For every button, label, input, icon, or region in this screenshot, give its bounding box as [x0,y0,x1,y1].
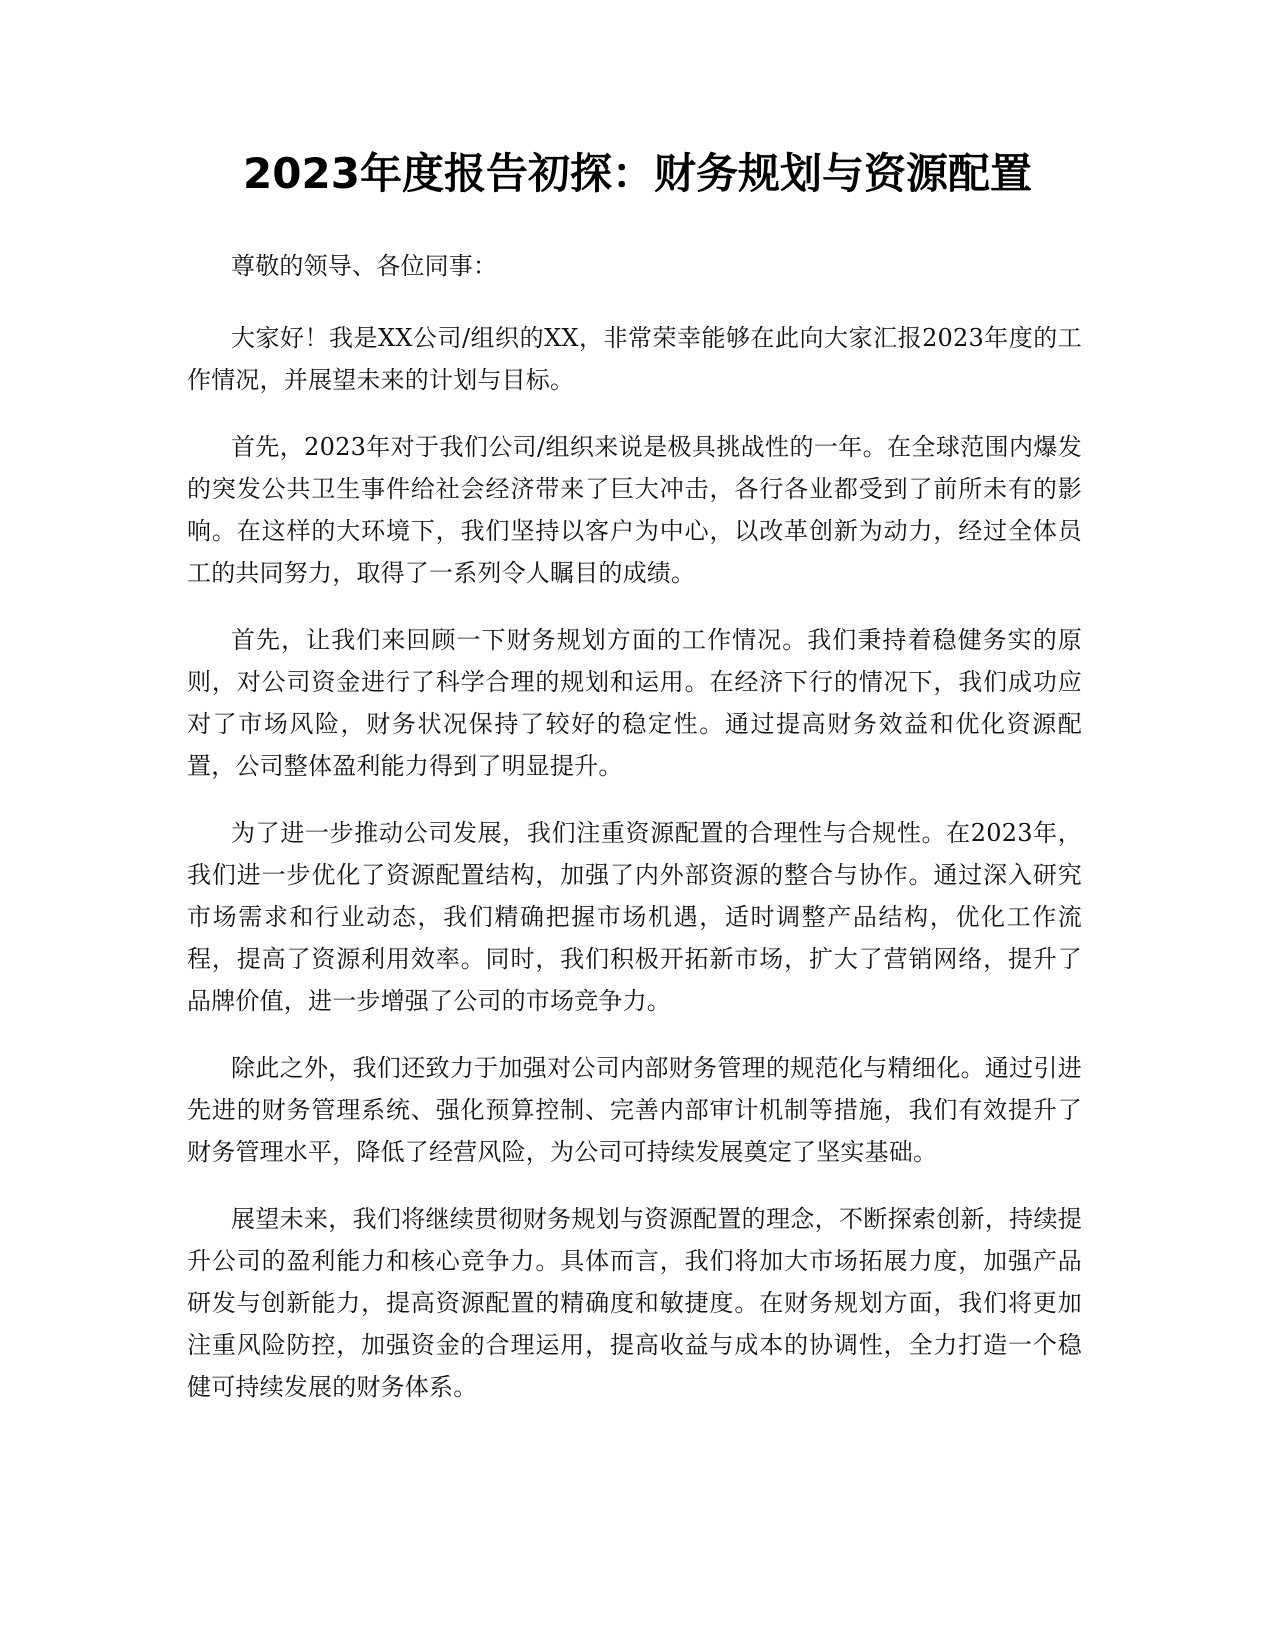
financial-planning-paragraph: 首先，让我们来回顾一下财务规划方面的工作情况。我们秉持着稳健务实的原则，对公司资金进行了科学合理的规划和运用。在经济下行的情况下，我们成功应对了市场风险，财务状况保持了较好的稳定性。通过提高财务效益和优化资源配置，公司整体盈利能力得到了明显提升。 [187,626,1082,780]
internal-management-paragraph: 除此之外，我们还致力于加强对公司内部财务管理的规范化与精细化。通过引进先进的财务管理系统、强化预算控制、完善内部审计机制等措施，我们有效提升了财务管理水平，降低了经营风险，为公司可持续发展奠定了坚实基础。 [187,1054,1082,1166]
overview-paragraph: 首先，2023年对于我们公司/组织来说是极具挑战性的一年。在全球范围内爆发的突发公共卫生事件给社会经济带来了巨大冲击，各行各业都受到了前所未有的影响。在这样的大环境下，我们坚持以客户为中心，以改革创新为动力，经过全体员工的共同努力，取得了一系列令人瞩目的成绩。 [187,433,1082,587]
document-body [187,245,1082,1433]
outlook-paragraph: 展望未来，我们将继续贯彻财务规划与资源配置的理念，不断探索创新，持续提升公司的盈利能力和核心竞争力。具体而言，我们将加大市场拓展力度，加强产品研发与创新能力，提高资源配置的精确度和敏捷度。在财务规划方面，我们将更加注重风险防控，加强资金的合理运用，提高收益与成本的协调性，全力打造一个稳健可持续发展的财务体系。 [187,1205,1082,1401]
document-title: 2023年度报告初探：财务规划与资源配置 [243,149,1032,198]
greeting-paragraph: 大家好！我是XX公司/组织的XX，非常荣幸能够在此向大家汇报2023年度的工作情况，并展望未来的计划与目标。 [187,324,1082,394]
salutation-paragraph: 尊敬的领导、各位同事： [231,252,498,280]
resource-allocation-paragraph: 为了进一步推动公司发展，我们注重资源配置的合理性与合规性。在2023年，我们进一步优化了资源配置结构，加强了内外部资源的整合与协作。通过深入研究市场需求和行业动态，我们精确把握市场机遇，适时调整产品结构，优化工作流程，提高了资源利用效率。同时，我们积极开拓新市场，扩大了营销网络，提升了品牌价值，进一步增强了公司的市场竞争力。 [187,819,1082,1015]
